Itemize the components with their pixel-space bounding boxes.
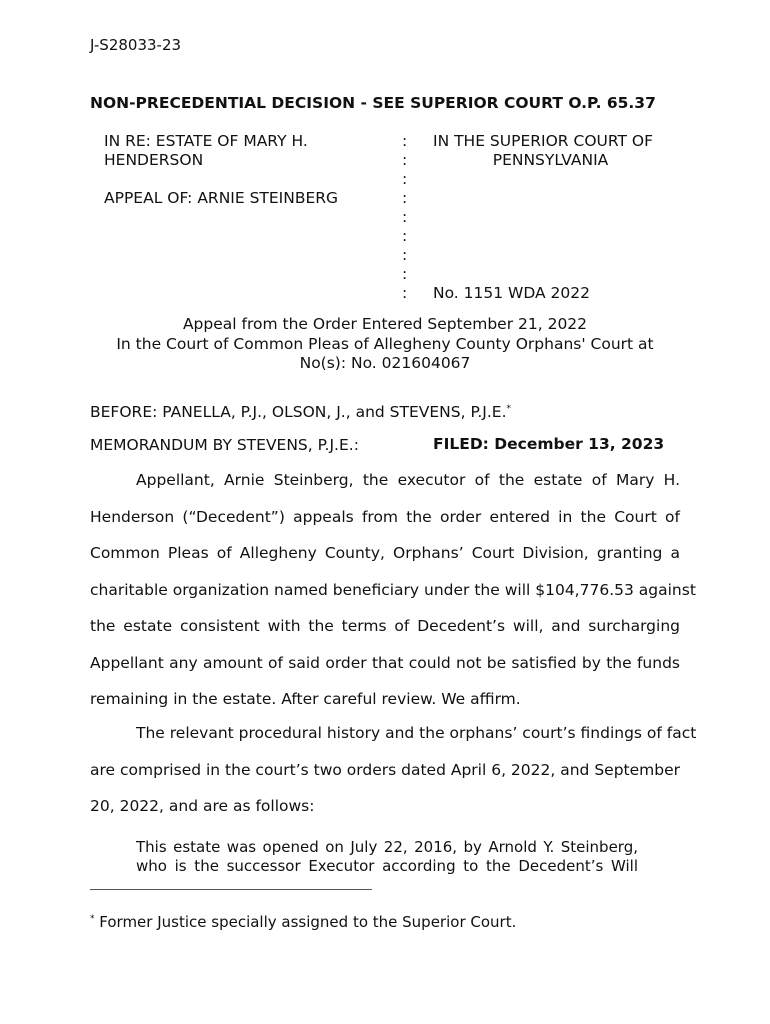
footnote: [90, 913, 516, 931]
caption-line: [104, 170, 338, 189]
court-line: IN THE SUPERIOR COURT OF: [433, 132, 654, 150]
appeal-info: [0, 315, 770, 374]
text-line: Appellant, Arnie Steinberg, the executor of the estate of Mary H.: [136, 471, 680, 489]
court-line: PENNSYLVANIA: [492, 151, 609, 169]
caption-colon-divider: : : : : : : : : :: [402, 132, 408, 302]
text-line: charitable organization named beneficiary under the will $104,776.53 against: [90, 580, 696, 599]
footnote-text: Former Justice specially assigned to the Superior Court.: [94, 913, 517, 931]
block-quote: [136, 838, 638, 875]
text-line: the estate consistent with the terms of Decedent’s will, and surcharging: [90, 617, 680, 635]
caption-line: IN RE: ESTATE OF MARY H.: [104, 132, 308, 150]
paragraph-1: [90, 462, 696, 718]
docket-number: No. 1151 WDA 2022: [433, 284, 590, 302]
text-line: Appellant any amount of said order that could not be satisfied by the funds: [90, 653, 680, 672]
panel-text: BEFORE: PANELLA, P.J., OLSON, J., and STEVENS, P.J.E.: [90, 403, 507, 421]
non-precedential-heading: NON-PRECEDENTIAL DECISION - SEE SUPERIOR COURT O.P. 65.37: [90, 94, 656, 112]
footnote-marker: *: [506, 403, 512, 414]
text-line: 20, 2022, and are as follows:: [90, 797, 315, 815]
text-line: Henderson (“Decedent”) appeals from the order entered in the Court of: [90, 507, 680, 526]
memorandum-author: MEMORANDUM BY STEVENS, P.J.E.:: [90, 436, 359, 454]
text-line: remaining in the estate. After careful review. We affirm.: [90, 690, 521, 708]
paragraph-2: [90, 715, 697, 825]
text-line: Common Pleas of Allegheny County, Orphans’ Court Division, granting a: [90, 544, 680, 562]
text-line: are comprised in the court’s two orders dated April 6, 2022, and September: [90, 760, 680, 779]
caption-line: HENDERSON: [104, 151, 204, 169]
court-name: [433, 132, 668, 170]
quote-line: who is the successor Executor according to the Decedent’s Will: [136, 856, 638, 875]
document-id: J-S28033-23: [90, 36, 182, 54]
appeal-line: No(s): No. 021604067: [299, 354, 471, 372]
footnote-marker: *: [90, 914, 95, 924]
case-caption-left: [104, 132, 338, 208]
caption-line: APPEAL OF: ARNIE STEINBERG: [104, 189, 339, 207]
footnote-divider: [90, 889, 372, 890]
filed-date: FILED: December 13, 2023: [433, 435, 665, 453]
appeal-line: Appeal from the Order Entered September 21, 2022: [182, 315, 588, 333]
quote-line: This estate was opened on July 22, 2016, by Arnold Y. Steinberg,: [136, 838, 638, 856]
panel-before: [90, 403, 511, 421]
text-line: The relevant procedural history and the orphans’ court’s findings of fact: [136, 724, 697, 742]
appeal-line: In the Court of Common Pleas of Allegheny County Orphans' Court at: [116, 334, 654, 353]
